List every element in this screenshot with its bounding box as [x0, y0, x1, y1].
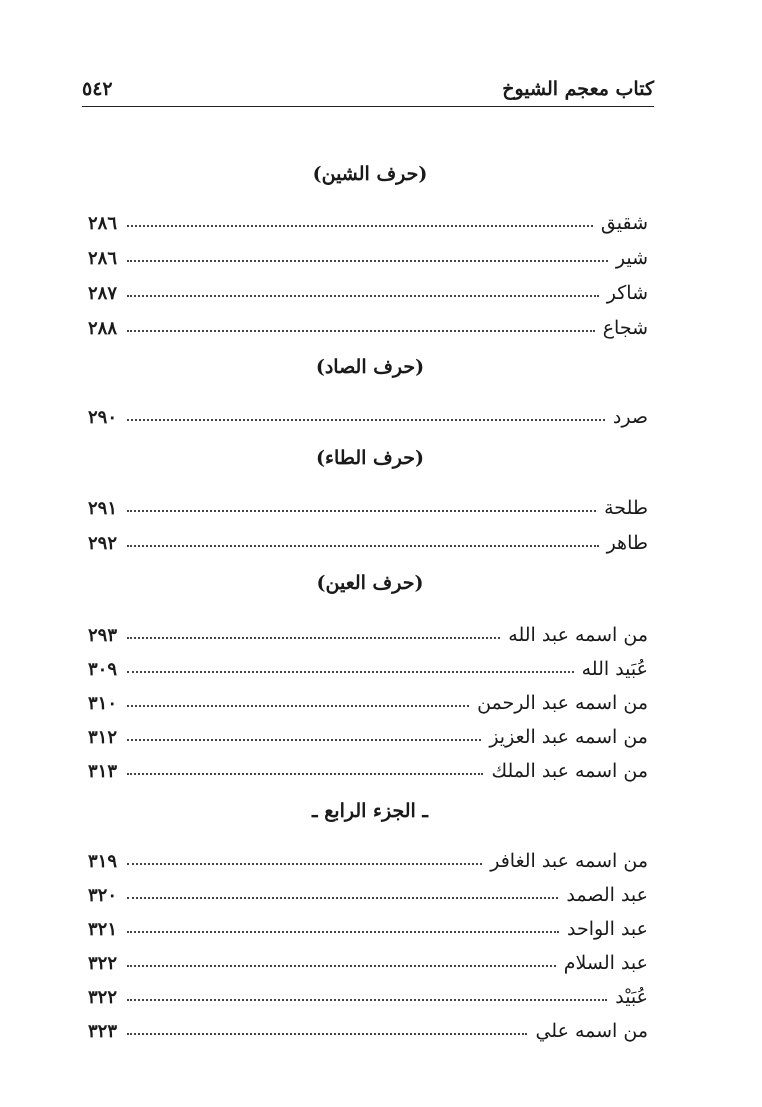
leader-dots	[127, 225, 593, 227]
toc-entry[interactable]	[88, 874, 648, 906]
entry-name: من اسمه عبد الغافر	[490, 850, 648, 872]
leader-dots	[127, 1033, 527, 1035]
toc-entry[interactable]	[88, 976, 648, 1008]
entry-page: ٣١٠	[88, 693, 118, 714]
toc-entry[interactable]	[88, 840, 648, 872]
entry-page: ٢٨٧	[88, 283, 118, 304]
entry-page: ٣٢٣	[88, 1021, 118, 1042]
entry-name: شير	[615, 247, 648, 269]
toc-entry[interactable]	[88, 614, 648, 646]
leader-dots	[127, 773, 483, 775]
entry-name: من اسمه عبد الملك	[491, 760, 648, 782]
leader-dots	[127, 897, 558, 899]
leader-dots	[127, 637, 500, 639]
entry-page: ٣١٢	[88, 727, 118, 748]
section-heading-ta: (حرف الطاء)	[316, 447, 424, 469]
toc-entry[interactable]	[88, 716, 648, 748]
entry-name: من اسمه علي	[535, 1020, 648, 1042]
toc-entry[interactable]	[88, 237, 648, 269]
entry-name: من اسمه عبد العزيز	[489, 726, 648, 748]
toc-entry[interactable]	[88, 487, 648, 519]
leader-dots	[127, 671, 574, 673]
entry-page: ٢٩٣	[88, 625, 118, 646]
leader-dots	[127, 419, 605, 421]
leader-dots	[127, 260, 608, 262]
entry-name: من اسمه عبد الرحمن	[477, 692, 648, 714]
entry-page: ٢٨٦	[88, 213, 118, 234]
running-title: كتاب معجم الشيوخ	[502, 78, 654, 100]
section-heading-shin: (حرف الشين)	[312, 163, 428, 185]
entry-page: ٢٩١	[88, 498, 118, 519]
entry-page: ٣٢١	[88, 919, 118, 940]
leader-dots	[127, 931, 559, 933]
toc-entry[interactable]	[88, 396, 648, 428]
entry-name: عبد الواحد	[567, 918, 648, 940]
toc-entry[interactable]	[88, 522, 648, 554]
entry-name: عُبَيد الله	[581, 658, 648, 680]
toc-entry[interactable]	[88, 202, 648, 234]
toc-entry[interactable]	[88, 272, 648, 304]
leader-dots	[127, 330, 595, 332]
entry-page: ٣٢٢	[88, 953, 118, 974]
leader-dots	[127, 545, 599, 547]
toc-entry[interactable]	[88, 648, 648, 680]
page-header	[82, 74, 654, 107]
toc-entry[interactable]	[88, 942, 648, 974]
leader-dots	[127, 863, 482, 865]
entry-name: عبد الصمد	[566, 884, 648, 906]
entry-page: ٢٩٠	[88, 407, 118, 428]
entry-name: عبد السلام	[563, 952, 648, 974]
entry-page: ٢٩٢	[88, 533, 118, 554]
leader-dots	[127, 510, 596, 512]
entry-name: من اسمه عبد الله	[508, 624, 648, 646]
entry-page: ٣٢٠	[88, 885, 118, 906]
entry-name: شجاع	[602, 317, 648, 339]
toc-entry[interactable]	[88, 1010, 648, 1042]
entry-name: طاهر	[606, 532, 648, 554]
section-heading-part-four: ـ الجزء الرابع ـ	[312, 800, 428, 822]
toc-entry[interactable]	[88, 750, 648, 782]
entry-page: ٢٨٦	[88, 248, 118, 269]
toc-entry[interactable]	[88, 682, 648, 714]
entry-name: شاكر	[606, 282, 648, 304]
leader-dots	[127, 965, 556, 967]
toc-entry[interactable]	[88, 908, 648, 940]
toc-entry[interactable]	[88, 307, 648, 339]
leader-dots	[127, 999, 607, 1001]
entry-name: عُبَيْد	[615, 986, 648, 1008]
page-number: ٥٤٢	[82, 78, 113, 100]
entry-name: طلحة	[604, 497, 648, 519]
leader-dots	[127, 739, 481, 741]
entry-page: ٣١٩	[88, 851, 118, 872]
entry-name: صرد	[612, 406, 648, 428]
leader-dots	[127, 705, 469, 707]
section-heading-sad: (حرف الصاد)	[315, 356, 425, 378]
leader-dots	[127, 295, 599, 297]
section-heading-ain: (حرف العين)	[316, 572, 424, 594]
entry-page: ٣٠٩	[88, 659, 118, 680]
entry-page: ٣١٣	[88, 761, 118, 782]
entry-page: ٣٢٢	[88, 987, 118, 1008]
entry-page: ٢٨٨	[88, 318, 118, 339]
entry-name: شقيق	[600, 212, 648, 234]
